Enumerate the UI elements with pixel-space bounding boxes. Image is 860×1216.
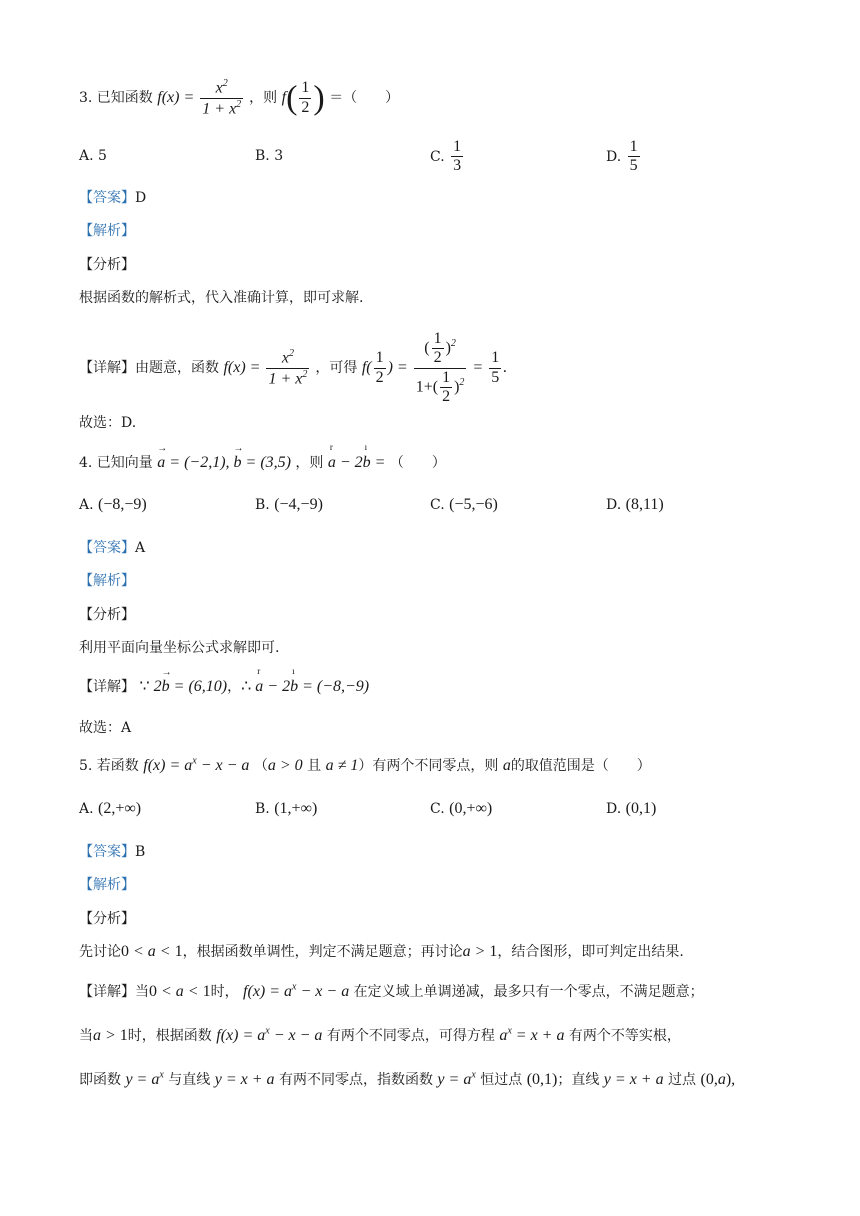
q5-option-b-label: B. xyxy=(255,801,270,817)
q5-function-formula: $f(x) = a^x - x - a$ xyxy=(143,755,250,774)
q5-detail-line3 xyxy=(79,1069,735,1089)
q4-option-a-label: A. xyxy=(79,497,94,513)
q5-option-d xyxy=(606,800,656,818)
q4-option-d-label: D. xyxy=(606,497,622,513)
q4-conclusion: 故选：A xyxy=(79,720,132,736)
q5-detail3-point1: (0,1) xyxy=(526,1071,558,1088)
q5-detail-line1 xyxy=(79,981,704,1001)
q4-answer xyxy=(79,537,145,557)
q3-fenxi-tag: 【分析】 xyxy=(79,257,135,273)
q4-fenxi-text: 利用平面向量坐标公式求解即可. xyxy=(79,640,280,656)
q3-function-formula: f(x) = $\frac{x^2}{1 + x^2}$ xyxy=(157,78,242,118)
q3-option-d xyxy=(606,138,642,176)
q4-option-c-label: C. xyxy=(430,497,445,513)
q5-option-d-value: (0,1) xyxy=(625,800,657,817)
q5-fenxi-range1: 0 < a < 1 xyxy=(121,943,183,960)
q5-answer-tag: 【答案】 xyxy=(79,844,135,860)
q5-detail2-d: 有两个不等实根， xyxy=(568,1028,681,1044)
q4-vector-definitions: a → = (−2,1), b → = (3,5) xyxy=(157,454,291,471)
q3-option-b: B. 3 xyxy=(255,148,284,164)
q5-option-b-value: (1,+∞) xyxy=(274,800,318,817)
q5-detail3-a: 即函数 xyxy=(79,1072,121,1088)
q3-detail-computation: f( $\frac{1}{2}$ ) = ( $\frac{1}{2}$ )$^2$ 1+( $\frac{1}{2}$ )$^2$ = $\frac{1}{5}$ . xyxy=(361,330,508,406)
q3-detail xyxy=(79,330,507,407)
q5-detail3-e: ；直线 xyxy=(557,1072,600,1088)
q5-detail1-formula: $f(x) = a^x - x - a$ xyxy=(243,981,350,1000)
q5-detail2-a: 当 xyxy=(79,1028,93,1044)
q3-fenxi-text: 根据函数的解析式，代入准确计算，即可求解. xyxy=(79,290,364,306)
q5-fenxi-range2: a > 1 xyxy=(462,943,498,960)
q5-cond-a-positive: a > 0 xyxy=(267,757,303,774)
q5-detail2-equation: $a^x = x + a$ xyxy=(499,1025,565,1044)
q5-fenxi-text xyxy=(79,941,684,961)
q5-fenxi-c: ，结合图形，即可判定出结果. xyxy=(497,944,684,960)
q5-detail3-exp2: $y = a^x$ xyxy=(437,1069,476,1088)
q5-stem xyxy=(79,755,651,775)
q5-cond-open: （ xyxy=(253,758,268,774)
q5-option-d-label: D. xyxy=(606,801,622,817)
q5-detail3-line: y = x + a xyxy=(214,1071,275,1088)
q5-option-b xyxy=(255,800,317,818)
q5-answer xyxy=(79,841,145,861)
q4-expression: a r − 2b ı = xyxy=(327,442,386,471)
q5-cond-mid: 且 xyxy=(302,758,326,774)
q3-option-c xyxy=(430,138,465,176)
q4-option-d xyxy=(606,496,664,514)
q4-stem-mid: ，则 xyxy=(295,455,324,471)
q5-detail1-b: 时， xyxy=(210,984,239,1000)
q5-fenxi-tag: 【分析】 xyxy=(79,911,135,927)
q3-stem-mid: ，则 xyxy=(249,89,278,106)
q3-stem xyxy=(79,78,399,118)
q3-analysis-tag: 【解析】 xyxy=(79,223,135,239)
q3-answer-value: D xyxy=(135,190,147,206)
q5-detail1-range: 0 < a < 1 xyxy=(149,983,211,1000)
q3-detail-tag: 【详解】 xyxy=(79,359,135,376)
q5-detail2-range: a > 1 xyxy=(93,1027,128,1044)
q4-option-b-value: (−4,−9) xyxy=(274,496,323,513)
q4-answer-value: A xyxy=(135,540,146,556)
q4-option-b-label: B. xyxy=(255,497,270,513)
q5-var-a: a xyxy=(502,757,511,774)
q3-option-d-label: D. xyxy=(606,148,622,165)
q4-option-b xyxy=(255,496,323,514)
q5-option-c-label: C. xyxy=(430,801,445,817)
q5-detail3-line2: y = x + a xyxy=(603,1071,664,1088)
q5-detail3-c: 有两不同零点，指数函数 xyxy=(278,1072,433,1088)
q5-option-c xyxy=(430,800,492,818)
q3-answer xyxy=(79,187,146,207)
q4-answer-tag: 【答案】 xyxy=(79,540,135,556)
q5-detail3-point2: (0,a), xyxy=(700,1071,736,1088)
q5-cond-close: ）有两个不同零点，则 xyxy=(358,758,499,774)
q5-option-c-value: (0,+∞) xyxy=(449,800,493,817)
q3-conclusion: 故选：D. xyxy=(79,415,137,431)
q3-f-half: f( $\frac{1}{2}$ ) xyxy=(281,79,325,117)
q5-detail1-a: 当 xyxy=(135,984,149,1000)
q3-option-a: A. 5 xyxy=(79,148,107,164)
q5-analysis-tag: 【解析】 xyxy=(79,877,135,893)
q5-fenxi-b: ，根据函数单调性，判定不满足题意；再讨论 xyxy=(182,944,463,960)
q5-detail-tag: 【详解】 xyxy=(79,984,135,1000)
q5-detail3-d: 恒过点 xyxy=(480,1072,523,1088)
q3-detail-formula: f(x) = $\frac{x^2}{1 + x^2}$ xyxy=(223,348,308,388)
q5-detail2-b: 时，根据函数 xyxy=(127,1028,212,1044)
q3-option-d-value: $\frac{1}{5}$ xyxy=(629,138,638,175)
q5-detail1-c: 在定义域上单调递减，最多只有一个零点，不满足题意； xyxy=(353,984,704,1000)
q5-option-a-label: A. xyxy=(79,801,94,817)
q5-stem-prefix: 5. 若函数 xyxy=(79,758,139,774)
q4-option-a-value: (−8,−9) xyxy=(98,496,147,513)
q5-fenxi-a: 先讨论 xyxy=(79,944,121,960)
q3-stem-prefix: 3. 已知函数 xyxy=(79,89,153,106)
q4-option-c-value: (−5,−6) xyxy=(449,496,498,513)
q5-detail3-b: 与直线 xyxy=(168,1072,211,1088)
q3-stem-blank: ＝（ ） xyxy=(329,89,400,106)
q4-detail-formula: ∵ 2b → = (6,10)，∴ a r − 2b ı = (−8,−9) xyxy=(139,678,369,695)
q4-stem xyxy=(79,442,446,472)
q4-analysis-tag: 【解析】 xyxy=(79,573,135,589)
q3-option-c-value: $\frac{1}{3}$ xyxy=(453,138,462,175)
q5-option-a-value: (2,+∞) xyxy=(98,800,142,817)
q3-option-c-label: C. xyxy=(430,148,445,165)
q4-stem-blank: （ ） xyxy=(389,455,446,471)
q5-detail2-c: 有两个不同零点，可得方程 xyxy=(326,1028,495,1044)
q4-detail xyxy=(79,666,370,696)
q4-option-a xyxy=(79,496,147,514)
q5-answer-value: B xyxy=(135,844,146,860)
q5-detail3-f: 过点 xyxy=(668,1072,697,1088)
q5-cond-a-not-one: a ≠ 1 xyxy=(325,757,359,774)
q5-detail3-exp: $y = a^x$ xyxy=(125,1069,164,1088)
q5-option-a xyxy=(79,800,141,818)
q4-fenxi-tag: 【分析】 xyxy=(79,607,135,623)
q4-stem-prefix: 4. 已知向量 xyxy=(79,455,153,471)
q4-option-c xyxy=(430,496,498,514)
q3-detail-prefix: 由题意，函数 xyxy=(135,359,219,376)
q4-detail-tag: 【详解】 xyxy=(79,679,135,695)
q4-option-d-value: (8,11) xyxy=(625,496,664,513)
q5-detail2-formula: $f(x) = a^x - x - a$ xyxy=(216,1025,323,1044)
q5-stem-end: 的取值范围是（ ） xyxy=(510,758,651,774)
q3-detail-mid: ，可得 xyxy=(315,359,358,376)
q3-answer-tag: 【答案】 xyxy=(79,190,135,206)
q5-detail-line2 xyxy=(79,1025,681,1045)
